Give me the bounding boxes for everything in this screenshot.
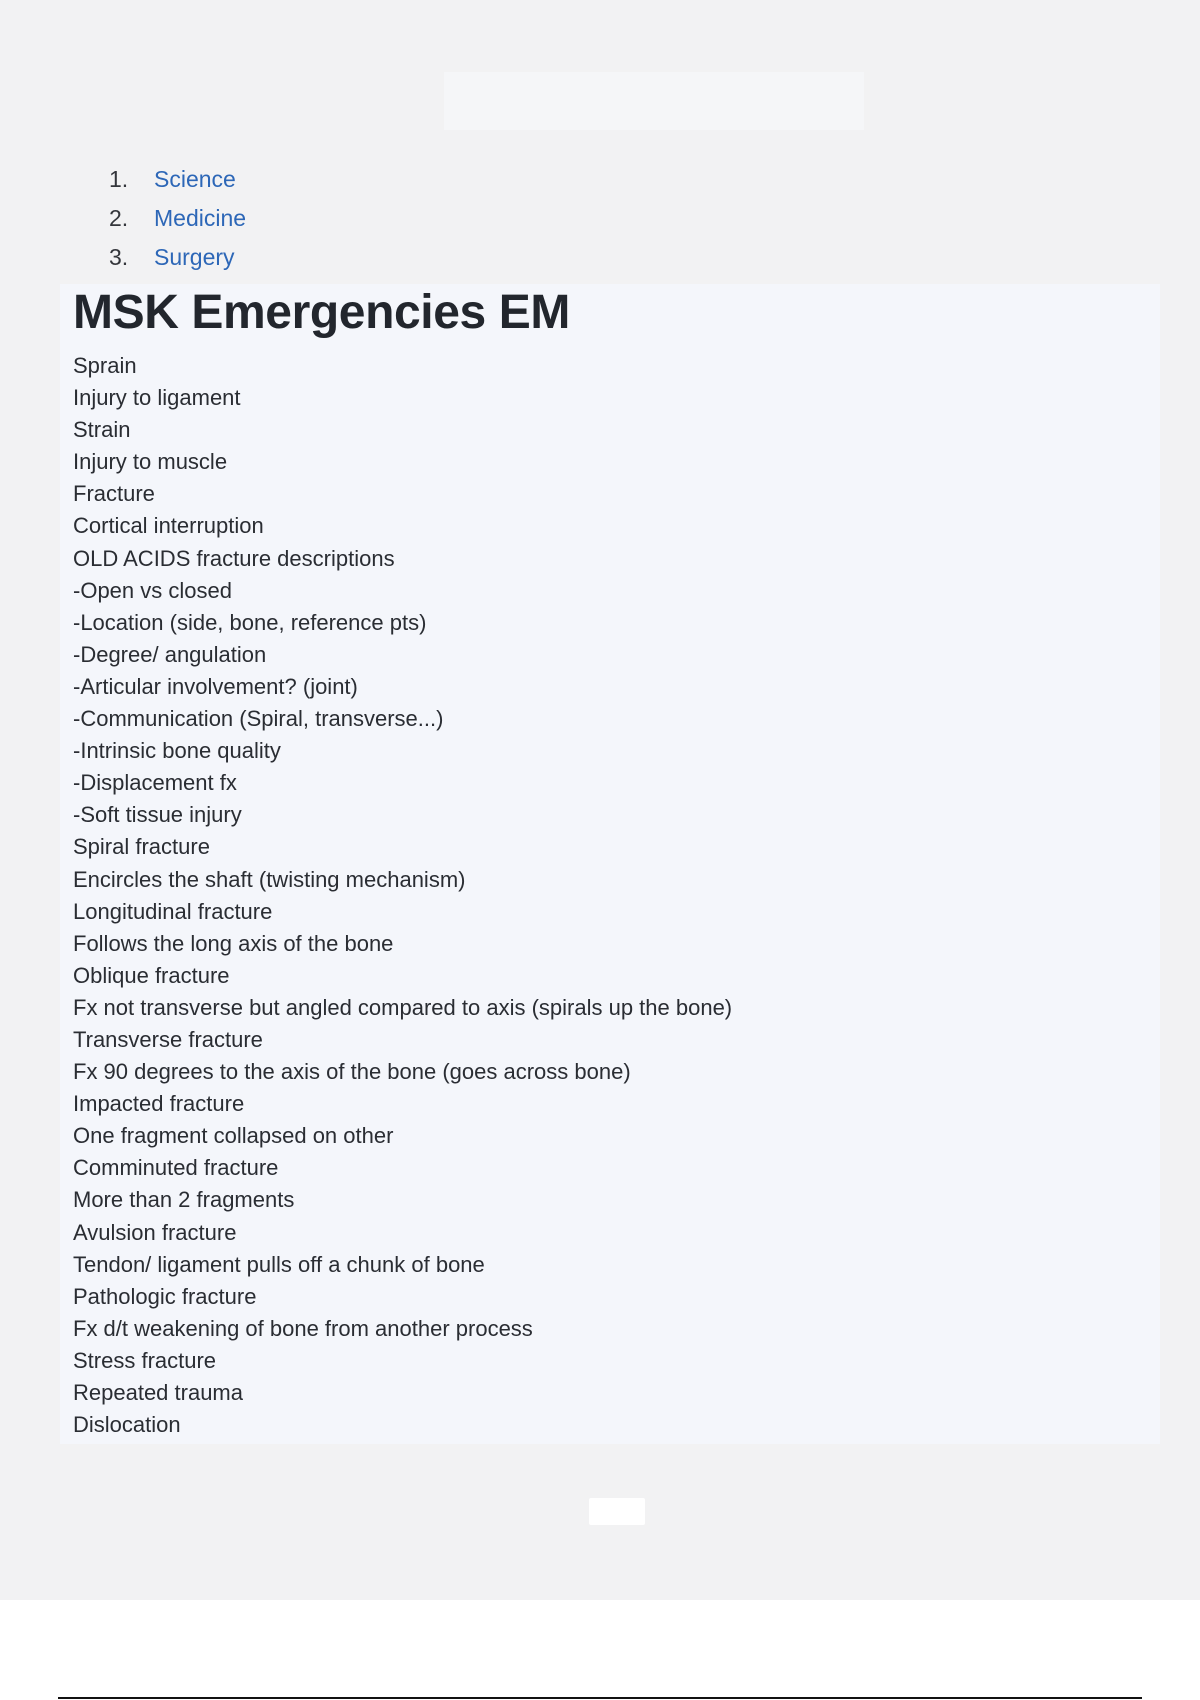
note-line: Follows the long axis of the bone — [73, 930, 394, 956]
note-line: Injury to ligament — [73, 385, 241, 411]
note-line: Oblique fracture — [73, 962, 230, 988]
note-line: Encircles the shaft (twisting mechanism) — [73, 866, 466, 892]
note-line: Fx not transverse but angled compared to axis (spirals up the bone) — [73, 994, 733, 1020]
note-line: OLD ACIDS fracture descriptions — [73, 545, 395, 571]
note-line: Transverse fracture — [73, 1026, 263, 1052]
bottom-rule — [58, 1697, 1142, 1699]
note-line: More than 2 fragments — [73, 1187, 295, 1213]
note-line: Stress fracture — [73, 1347, 217, 1373]
note-line: Pathologic fracture — [73, 1283, 257, 1309]
bottom-chip — [589, 1498, 645, 1525]
note-line: Impacted fracture — [73, 1091, 245, 1117]
note-line: Avulsion fracture — [73, 1219, 237, 1245]
breadcrumb-number: 3. — [109, 244, 129, 270]
note-line: Cortical interruption — [73, 513, 264, 539]
note-line: Fracture — [73, 481, 155, 507]
note-line: Longitudinal fracture — [73, 898, 273, 924]
note-line: One fragment collapsed on other — [73, 1123, 394, 1149]
note-line: Comminuted fracture — [73, 1155, 279, 1181]
note-line: -Location (side, bone, reference pts) — [73, 609, 427, 635]
note-line: Injury to muscle — [73, 449, 228, 475]
note-line: Fx 90 degrees to the axis of the bone (goes across bone) — [73, 1059, 631, 1085]
breadcrumb-link-science[interactable]: Science — [154, 166, 236, 192]
note-line: Strain — [73, 417, 131, 443]
note-line: -Intrinsic bone quality — [73, 738, 281, 764]
note-line: -Soft tissue injury — [73, 802, 242, 828]
note-line: -Communication (Spiral, transverse...) — [73, 706, 444, 732]
note-line: Fx d/t weakening of bone from another process — [73, 1315, 533, 1341]
note-line: -Open vs closed — [73, 577, 232, 603]
breadcrumb-link-surgery[interactable]: Surgery — [154, 244, 235, 270]
breadcrumb-item-science — [100, 160, 246, 199]
breadcrumb-number: 1. — [109, 166, 129, 192]
top-placeholder-bar — [444, 72, 864, 130]
breadcrumb-item-surgery — [100, 238, 246, 277]
note-line: Sprain — [73, 353, 137, 378]
note-line: -Articular involvement? (joint) — [73, 673, 358, 699]
note-line: Dislocation — [73, 1412, 181, 1438]
breadcrumb-number: 2. — [109, 205, 129, 231]
breadcrumb — [100, 160, 246, 277]
note-line: -Degree/ angulation — [73, 641, 267, 667]
note-line: -Displacement fx — [73, 770, 237, 796]
note-line: Repeated trauma — [73, 1380, 243, 1405]
notes-list — [73, 350, 1133, 1441]
page-title: MSK Emergencies EM — [73, 286, 570, 339]
breadcrumb-link-medicine[interactable]: Medicine — [154, 205, 247, 231]
note-line: Spiral fracture — [73, 834, 210, 860]
note-line: Tendon/ ligament pulls off a chunk of bone — [73, 1251, 485, 1277]
breadcrumb-item-medicine — [100, 199, 246, 238]
